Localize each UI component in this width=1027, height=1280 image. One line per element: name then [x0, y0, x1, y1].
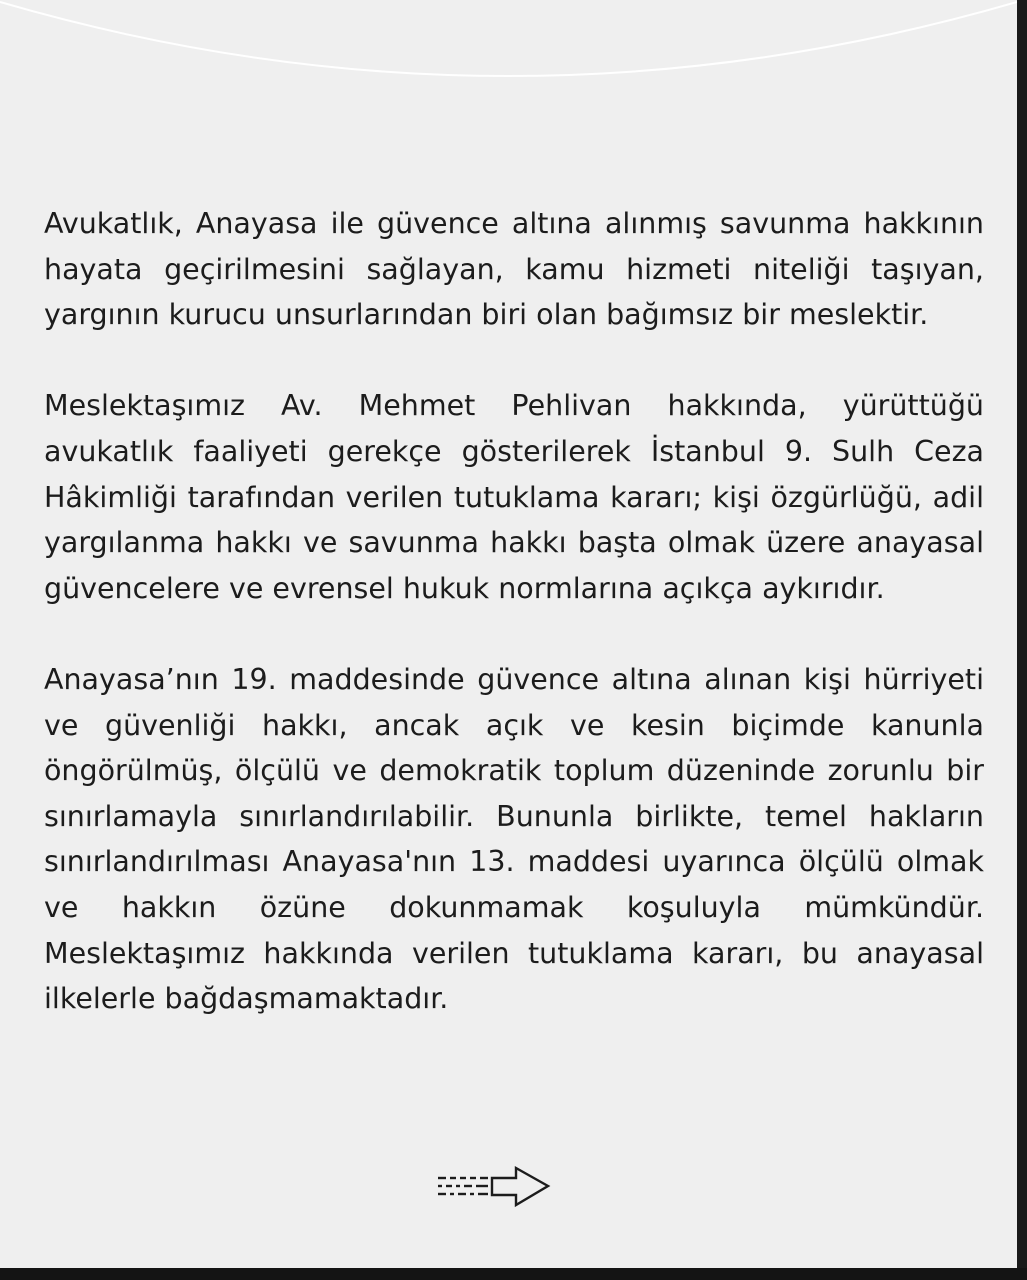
frame-edge-bottom	[0, 1268, 1027, 1280]
document-body	[44, 201, 984, 1022]
paragraph-1: Avukatlık, Anayasa ile güvence altına alınmış savunma hakkının hayata geçirilmesini sağlayan, kamu hizmeti niteliği taşıyan, yargının kurucu unsurlarından biri olan bağımsız bir meslektir.	[44, 207, 984, 332]
paragraph-2: Meslektaşımız Av. Mehmet Pehlivan hakkında, yürüttüğü avukatlık faaliyeti gerekçe gösterilerek İstanbul 9. Sulh Ceza Hâkimliği tarafından verilen tutuklama kararı; kişi özgürlüğü, adil yargılanma hakkı ve savunma hakkı başta olmak üzere anayasal güvencelere ve evrensel hukuk normlarına açıkça aykırıdır.	[44, 389, 984, 605]
paragraph-3: Anayasa’nın 19. maddesinde güvence altına alınan kişi hürriyeti ve güvenliği hakkı, ancak açık ve kesin biçimde kanunla öngörülmüş, ölçülü ve demokratik toplum düzeninde zorunlu bir sınırlamayla sınırlandırılabilir. Bununla birlikte, temel hakların sınırlandırılması Anayasa'nın 13. maddesi uyarınca ölçülü olmak ve hakkın özüne dokunmamak koşuluyla mümkündür. Meslektaşımız hakkında verilen tutuklama kararı, bu anayasal ilkelerle bağdaşmamaktadır.	[44, 662, 984, 1016]
next-page-button[interactable]	[432, 1158, 556, 1218]
frame-edge-right	[1017, 0, 1027, 1280]
dashed-arrow-right-icon	[432, 1158, 556, 1218]
decorative-arc	[0, 0, 1017, 100]
